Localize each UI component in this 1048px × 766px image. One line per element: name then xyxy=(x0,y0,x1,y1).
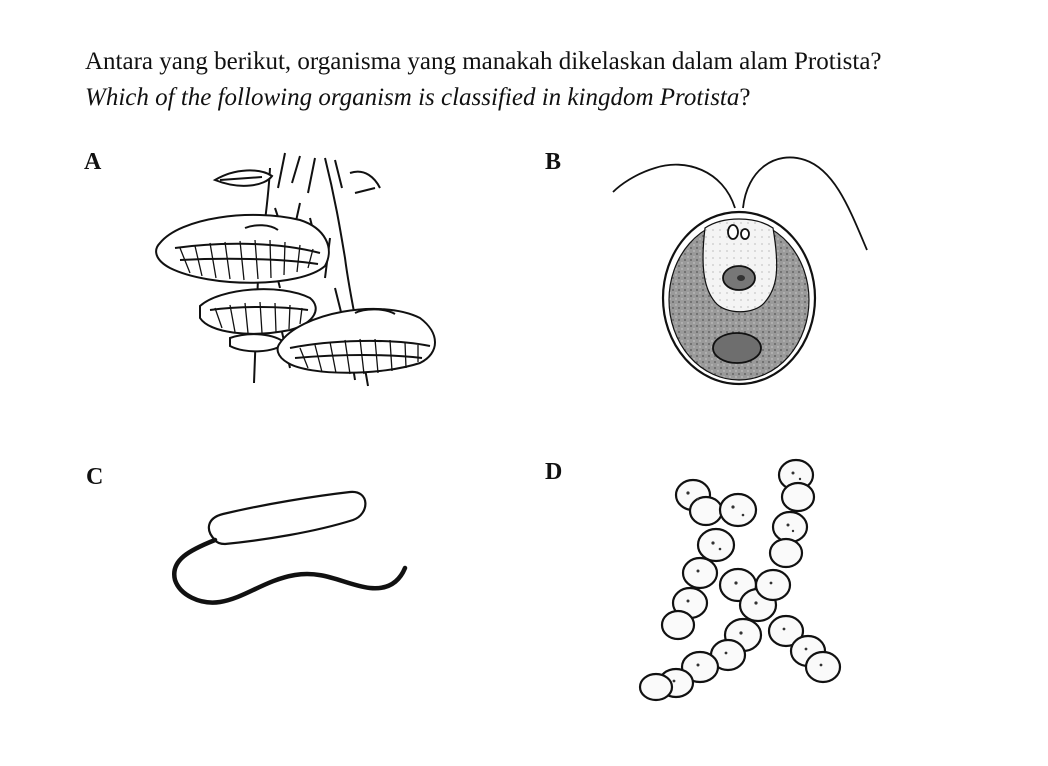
option-a-letter: A xyxy=(84,149,102,175)
chlamydomonas-cell-icon xyxy=(605,150,875,390)
question-block xyxy=(85,44,1025,116)
spirillum-bacterium-icon xyxy=(165,480,425,620)
question-english xyxy=(85,80,1025,116)
streptococcus-chain-icon xyxy=(628,455,858,715)
bracket-fungus-on-tree-icon xyxy=(150,148,450,398)
option-a-figure xyxy=(150,148,450,398)
question-english-mark: ? xyxy=(739,84,751,111)
question-malay: Antara yang berikut, organisma yang manakah dikelaskan dalam alam Protista? xyxy=(85,48,882,75)
question-english-text: Which of the following organism is classified in kingdom Protista xyxy=(85,84,740,111)
option-d-figure xyxy=(628,455,858,715)
option-c-figure xyxy=(165,480,425,620)
option-c-letter: C xyxy=(86,464,104,490)
option-b-figure xyxy=(605,150,875,390)
option-d-letter: D xyxy=(545,459,563,485)
option-b-letter: B xyxy=(545,149,562,175)
